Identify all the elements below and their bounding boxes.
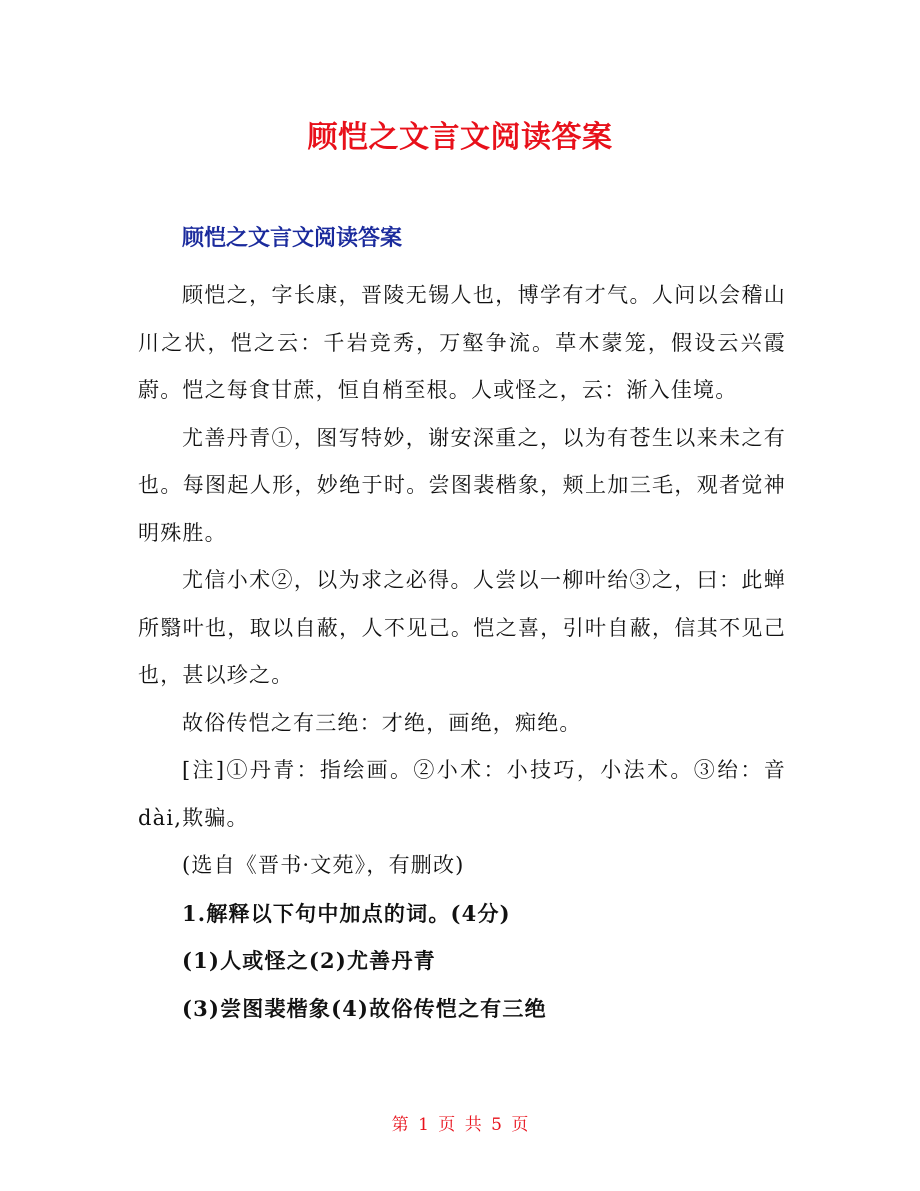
paragraph-tricks: 尤信小术②，以为求之必得。人尝以一柳叶绐③之，曰：此蝉所翳叶也，取以自蔽，人不见己。恺之喜，引叶自蔽，信其不见己也，甚以珍之。 — [138, 568, 786, 687]
paragraph-three-excellences: 故俗传恺之有三绝：才绝，画绝，痴绝。 — [182, 710, 582, 735]
question-prompt: 1.解释以下句中加点的词。(4分) — [182, 900, 511, 926]
document-body — [138, 272, 786, 1032]
page-number-footer: 第 1 页 共 5 页 — [391, 1115, 529, 1135]
question-items-1-2: (1)人或怪之(2)尤善丹青 — [182, 948, 436, 973]
document-title: 顾恺之文言文阅读答案 — [307, 120, 613, 155]
section-heading: 顾恺之文言文阅读答案 — [182, 226, 403, 251]
paragraph-notes: [注]①丹青：指绘画。②小术：小技巧，小法术。③绐：音dài,欺骗。 — [138, 758, 786, 830]
question-items-3-4: (3)尝图裴楷象(4)故俗传恺之有三绝 — [182, 995, 547, 1021]
paragraph-source: (选自《晋书·文苑》，有删改) — [182, 853, 465, 877]
paragraph-biography: 顾恺之，字长康，晋陵无锡人也，博学有才气。人问以会稽山川之状，恺之云：千岩竞秀，万壑争流。草木蒙笼，假设云兴霞蔚。恺之每食甘蔗，恒自梢至根。人或怪之，云：渐入佳境。 — [138, 283, 786, 402]
paragraph-painting: 尤善丹青①，图写特妙，谢安深重之，以为有苍生以来未之有也。每图起人形，妙绝于时。尝图裴楷象，颊上加三毛，观者觉神明殊胜。 — [138, 425, 786, 545]
